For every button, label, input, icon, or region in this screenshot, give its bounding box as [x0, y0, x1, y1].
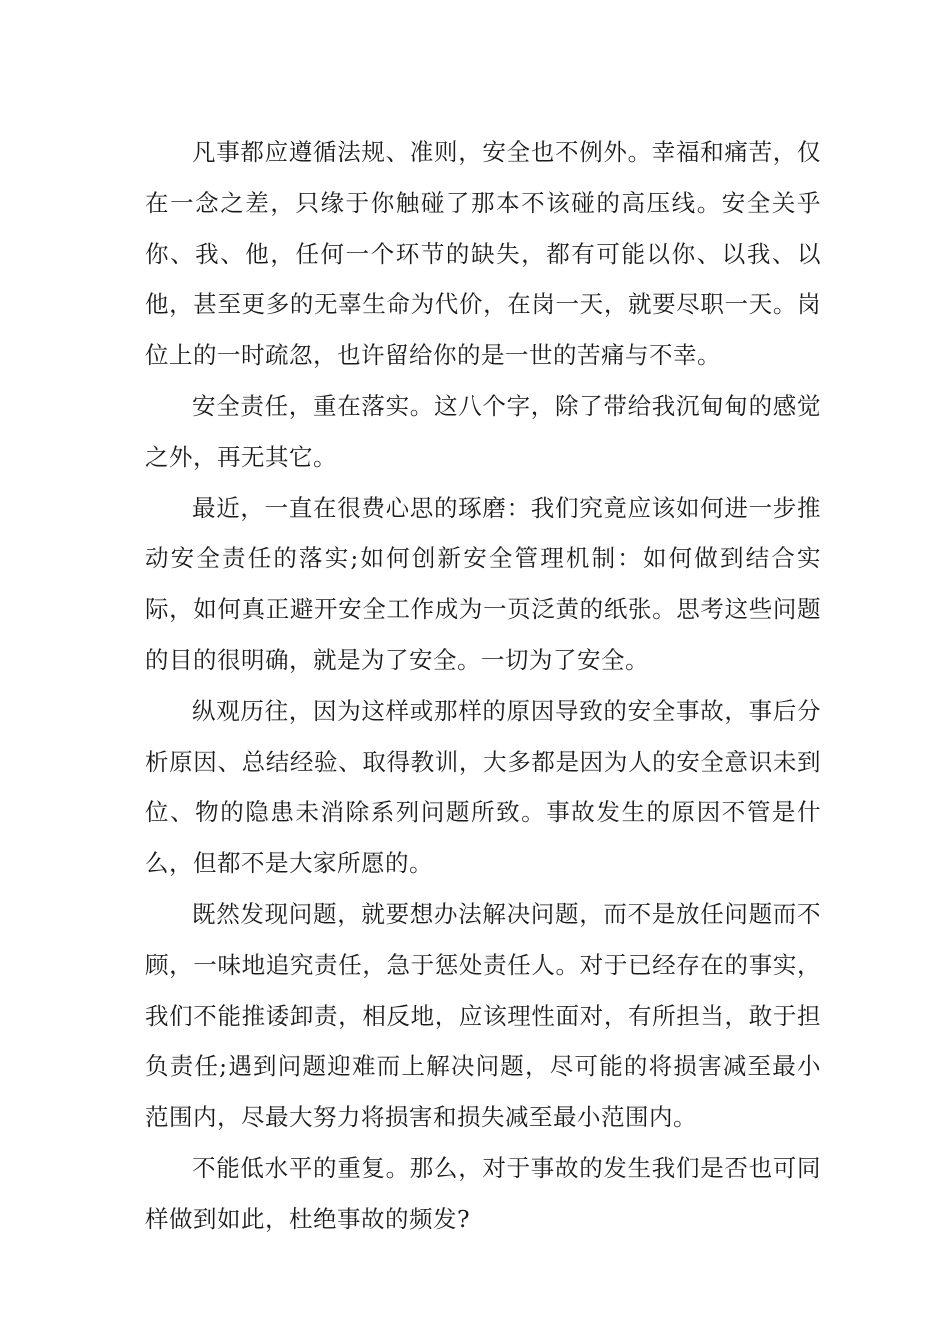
paragraph-5: 既然发现问题，就要想办法解决问题，而不是放任问题而不顾，一味地追究责任，急于惩处责任人。对于已经存在的事实，我们不能推诿卸责，相反地，应该理性面对，有所担当，敢于担负责任;遇到问题迎难而上解决问题，尽可能的将损害减至最小范围内，尽最大努力将损害和损失减至最小范围内。	[145, 899, 821, 1132]
paragraph-6: 不能低水平的重复。那么，对于事故的发生我们是否也可同样做到如此，杜绝事故的频发?	[145, 1153, 821, 1233]
paragraph-1: 凡事都应遵循法规、准则，安全也不例外。幸福和痛苦，仅在一念之差，只缘于你触碰了那本不该碰的高压线。安全关乎你、我、他，任何一个环节的缺失，都有可能以你、以我、以他，甚至更多的无辜生命为代价，在岗一天，就要尽职一天。岗位上的一时疏忽，也许留给你的是一世的苦痛与不幸。	[145, 138, 821, 370]
document-body	[145, 127, 821, 1245]
paragraph-3: 最近，一直在很费心思的琢磨：我们究竟应该如何进一步推动安全责任的落实;如何创新安全管理机制：如何做到结合实际，如何真正避开安全工作成为一页泛黄的纸张。思考这些问题的目的很明确，就是为了安全。一切为了安全。	[145, 493, 821, 674]
paragraph-4: 纵观历往，因为这样或那样的原因导致的安全事故，事后分析原因、总结经验、取得教训，大多都是因为人的安全意识未到位、物的隐患未消除系列问题所致。事故发生的原因不管是什么，但都不是大家所愿的。	[145, 696, 821, 878]
paragraph-2: 安全责任，重在落实。这八个字，除了带给我沉甸甸的感觉之外，再无其它。	[145, 391, 821, 471]
